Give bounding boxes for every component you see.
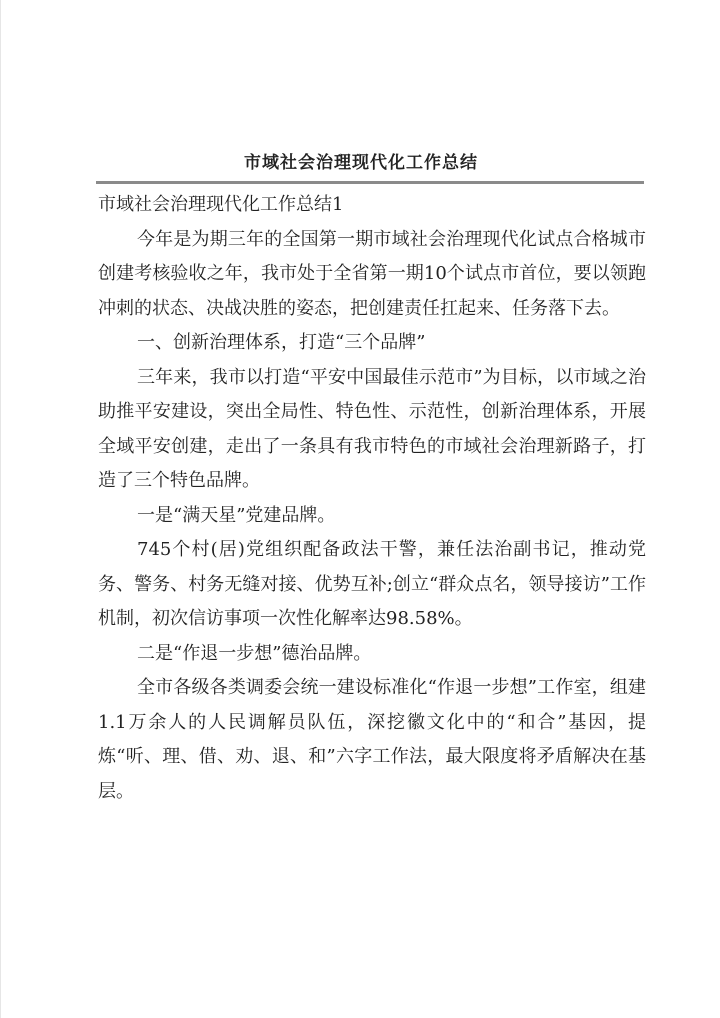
title-underline bbox=[96, 181, 644, 184]
paragraph-brand-1: 745个村(居)党组织配备政法干警，兼任法治副书记，推动党务、警务、村务无缝对接、优势互补;创立“群众点名，领导接访”工作机制，初次信访事项一次性化解率达98.58%。 bbox=[98, 539, 646, 629]
paragraph-overview: 三年来，我市以打造“平安中国最佳示范市”为目标，以市域之治助推平安建设，突出全局性、特色性、示范性，创新治理体系，开展全域平安创建，走出了一条具有我市特色的市域社会治理新路子，打造了三个特色品牌。 bbox=[98, 366, 646, 491]
document-body bbox=[98, 188, 646, 809]
document-title: 市域社会治理现代化工作总结 bbox=[244, 153, 478, 173]
paragraph-intro: 今年是为期三年的全国第一期市域社会治理现代化试点合格城市创建考核验收之年，我市处于全省第一期10个试点市首位，要以领跑冲刺的状态、决战决胜的姿态，把创建责任扛起来、任务落下去。 bbox=[98, 228, 646, 319]
section-subtitle: 市域社会治理现代化工作总结1 bbox=[98, 194, 344, 215]
paragraph-brand-2: 全市各级各类调委会统一建设标准化“作退一步想”工作室，组建1.1万余人的人民调解员队伍，深挖徽文化中的“和合”基因，提炼“听、理、借、劝、退、和”六字工作法，最大限度将矛盾解决在基层。 bbox=[98, 677, 646, 802]
brand-heading-1: 一是“满天星”党建品牌。 bbox=[137, 504, 336, 526]
brand-heading-2: 二是“作退一步想”德治品牌。 bbox=[137, 642, 372, 664]
section-heading: 一、创新治理体系，打造“三个品牌” bbox=[137, 332, 426, 353]
